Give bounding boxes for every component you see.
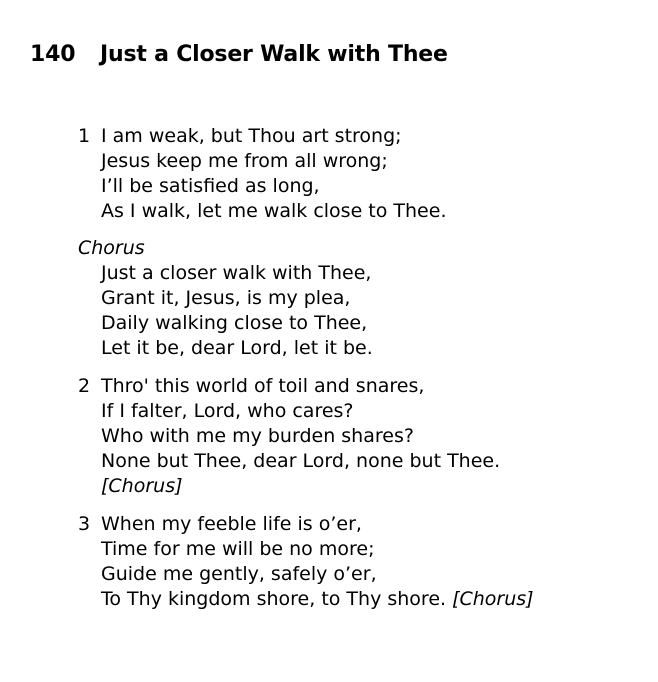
chorus-line-text: Let it be, dear Lord, let it be. <box>101 337 373 359</box>
verse-line <box>78 512 534 537</box>
chorus-line <box>78 261 373 286</box>
verse-number: 3 <box>78 513 91 535</box>
verse-line-text: Time for me will be no more; <box>101 538 375 560</box>
hymn-title-text: Just a Closer Walk with Thee <box>100 42 448 67</box>
verse-line-text: I’ll be satisfied as long, <box>101 175 320 197</box>
chorus-reference <box>78 474 500 499</box>
verse-number: 1 <box>78 125 91 147</box>
chorus-reference-text: [Chorus] <box>101 475 183 497</box>
verse-3 <box>78 512 534 612</box>
verse-line-text: None but Thee, dear Lord, none but Thee. <box>101 450 501 472</box>
chorus <box>78 236 373 361</box>
chorus-heading: Chorus <box>78 237 145 259</box>
verse-line <box>78 424 500 449</box>
chorus-line-text: Grant it, Jesus, is my plea, <box>101 287 351 309</box>
verse-line <box>78 399 500 424</box>
verse-2 <box>78 374 500 499</box>
hymn-title <box>30 42 448 67</box>
verse-line-text: Thro' this world of toil and snares, <box>101 375 425 397</box>
chorus-line <box>78 336 373 361</box>
verse-line-text: Guide me gently, safely o’er, <box>101 563 377 585</box>
verse-1 <box>78 124 446 224</box>
verse-line <box>78 562 534 587</box>
verse-line <box>78 149 446 174</box>
chorus-line <box>78 286 373 311</box>
verse-line <box>78 587 534 612</box>
verse-line-text: Jesus keep me from all wrong; <box>101 150 388 172</box>
verse-line <box>78 124 446 149</box>
verse-number: 2 <box>78 375 91 397</box>
verse-line-text: As I walk, let me walk close to Thee. <box>101 200 447 222</box>
verse-line <box>78 449 500 474</box>
verse-line-text: Who with me my burden shares? <box>101 425 414 447</box>
verse-line-text: When my feeble life is o’er, <box>101 513 362 535</box>
verse-line-text: To Thy kingdom shore, to Thy shore. <box>101 588 447 610</box>
chorus-line-text: Just a closer walk with Thee, <box>101 262 372 284</box>
verse-line <box>78 374 500 399</box>
verse-line <box>78 199 446 224</box>
chorus-line <box>78 311 373 336</box>
verse-line-text: If I falter, Lord, who cares? <box>101 400 354 422</box>
verse-line <box>78 174 446 199</box>
verse-line <box>78 537 534 562</box>
verse-line-text: I am weak, but Thou art strong; <box>101 125 402 147</box>
chorus-line-text: Daily walking close to Thee, <box>101 312 368 334</box>
chorus-reference: [Chorus] <box>452 588 534 610</box>
hymn-number: 140 <box>30 42 76 67</box>
